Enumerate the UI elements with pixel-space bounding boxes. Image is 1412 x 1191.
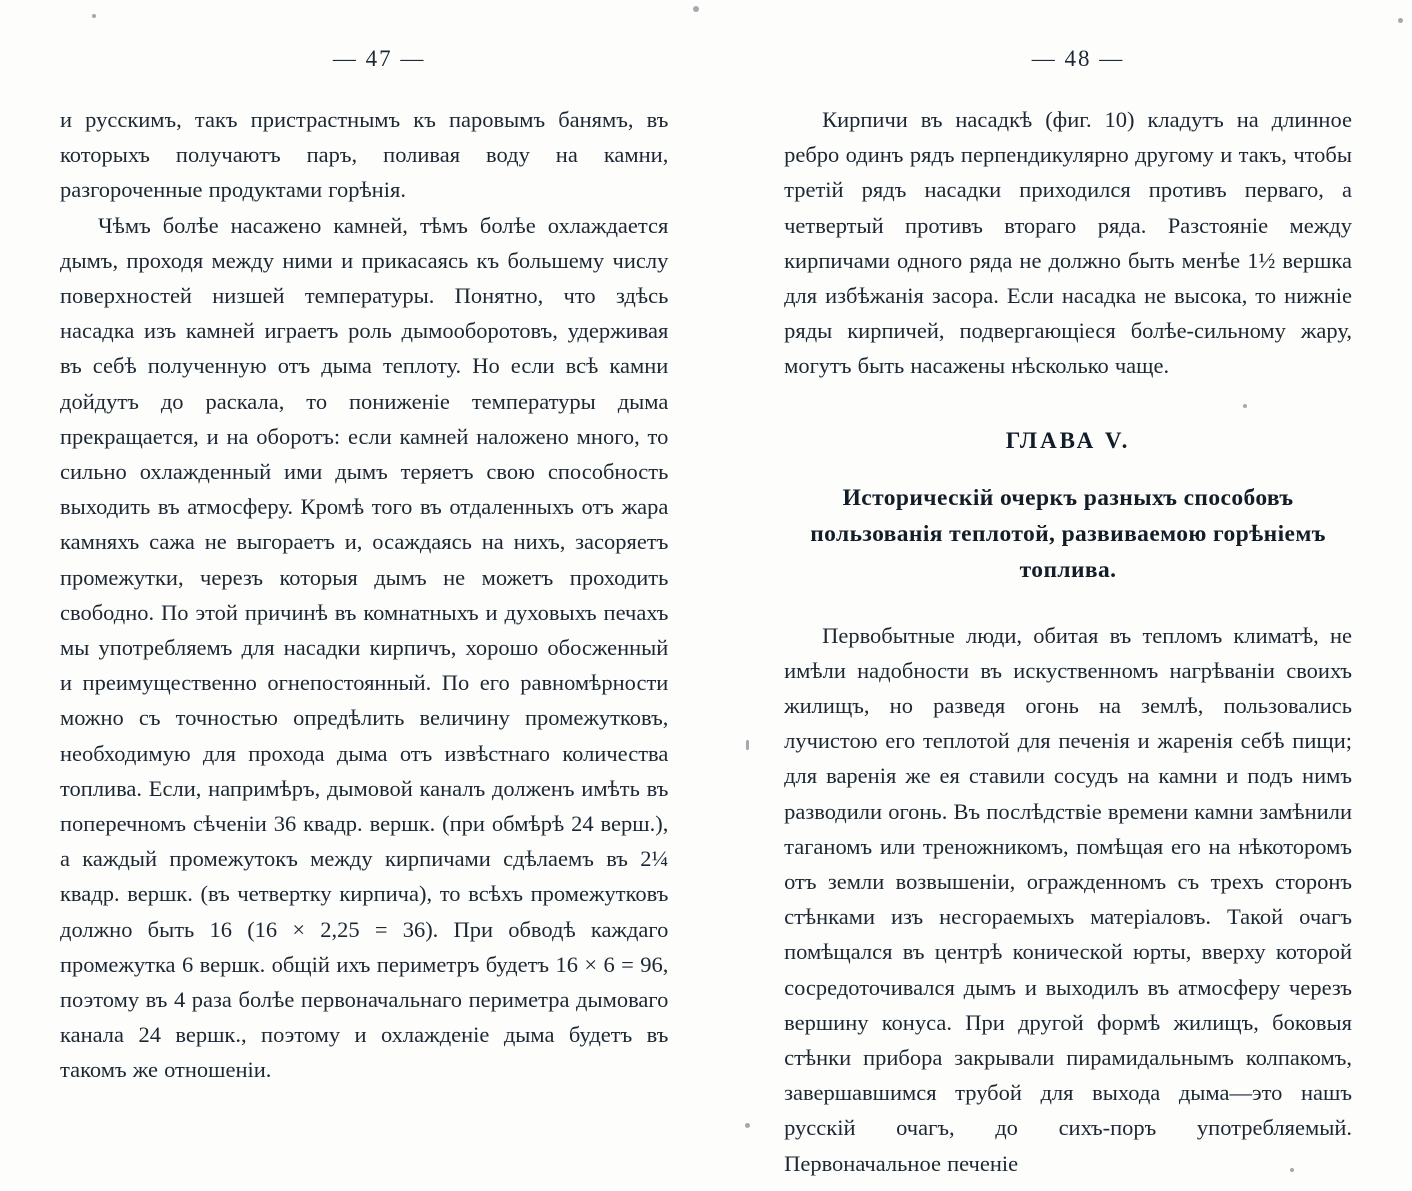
left-page-paragraph-1: и русскимъ, такъ пристрастнымъ къ паровымъ банямъ, въ которыхъ получаютъ паръ, поливая воду на камни, разгороченные продуктами горѣнія. [60,107,669,203]
left-page [52,46,676,1151]
right-page-paragraph-1: Кирпичи въ насадкѣ (фиг. 10) кладутъ на длинное ребро одинъ рядъ перпендикулярно другому и такъ, чтобы третій рядъ насадки приходился противъ перваго, а четвертый противъ втораго ряда. Разстояніе между кирпичами одного ряда не должно быть менѣе 1½ вершка для избѣжанія засора. Если насадка не высока, то нижніе ряды кирпичей, подвергающіеся болѣе-сильному жару, могутъ быть насажены нѣсколько чаще. [784,107,1352,379]
right-page-folio: — 48 — [1031,46,1125,71]
right-page-paragraph-2: Первобытные люди, обитая въ тепломъ климатѣ, не имѣли надобности въ искуственномъ нагрѣваніи своихъ жилищъ, но разведя огонь на землѣ, пользовались лучистою его теплотой для печенія и жаренія себѣ пищи; для варенія же ея ставили сосудъ на камни и подъ нимъ разводили огонь. Въ послѣдствіе времени камни замѣнили таганомъ или треножникомъ, помѣщая его на нѣкоторомъ отъ земли возвышеніи, огражденномъ съ трехъ сторонъ стѣнками изъ несгораемыхъ матеріаловъ. Такой очагъ помѣщался въ центрѣ конической юрты, вверху которой сосредоточивался дымъ и выходилъ въ атмосферу черезъ вершину конуса. При другой формѣ жилищъ, боковыя стѣнки прибора закрывали пирамидальнымъ колпакомъ, завершавшимся трубой для выхода дыма—это нашъ русскій очагъ, до сихъ-поръ употребляемый. Первоначальное печеніе [784,622,1352,1176]
chapter-title: Историческій очеркъ разныхъ способовъ пользованія теплотой, развиваемою горѣніемъ топлива. [810,484,1326,583]
left-page-paragraph-2: Чѣмъ болѣе насажено камней, тѣмъ болѣе охлаждается дымъ, проходя между ними и прикасаясь къ большему числу поверхностей низшей температуры. Понятно, что здѣсь насадка изъ камней играетъ роль дымооборотовъ, удерживая въ себѣ полученную отъ дыма теплоту. Но если всѣ камни дойдутъ до раскала, то пониженіе температуры дыма прекращается, и на оборотъ: если камней наложено много, то сильно охлажденный ими дымъ теряетъ свою способность выходить въ атмосферу. Кромѣ того въ отдаленныхъ отъ жара камняхъ сажа не выгораетъ и, осаждаясь на нихъ, засоряетъ промежутки, черезъ которыя дымъ не можетъ проходить свободно. По этой причинѣ въ комнатныхъ и духовыхъ печахъ мы употребляемъ для насадки кирпичъ, хорошо обосженный и преимущественно огнепостоянный. По его равномѣрности можно съ точностью опредѣлить величину промежутковъ, необходимую для прохода дыма отъ извѣстнаго количества топлива. Если, напримѣръ, дымовой каналъ долженъ имѣть въ поперечномъ сѣченіи 36 квадр. вершк. (при обмѣрѣ 24 верш.), а каждый промежутокъ между кирпичами сдѣлаемъ въ 2¼ квадр. вершк. (въ четвертку кирпича), то всѣхъ промежутковъ должно быть 16 (16 × 2,25 = 36). При обводѣ каждаго промежутка 6 вершк. общій ихъ периметръ будетъ 16 × 6 = 96, поэтому въ 4 раза болѣе первоначальнаго периметра дымоваго канала 24 вершк., поэтому и охлажденіе дыма будетъ въ такомъ же отношеніи. [60,212,669,1083]
left-page-folio: — 47 — [332,46,426,71]
page-gutter [676,46,734,1151]
chapter-number: ГЛАВА V. [1005,427,1131,453]
right-page [734,46,1360,1176]
